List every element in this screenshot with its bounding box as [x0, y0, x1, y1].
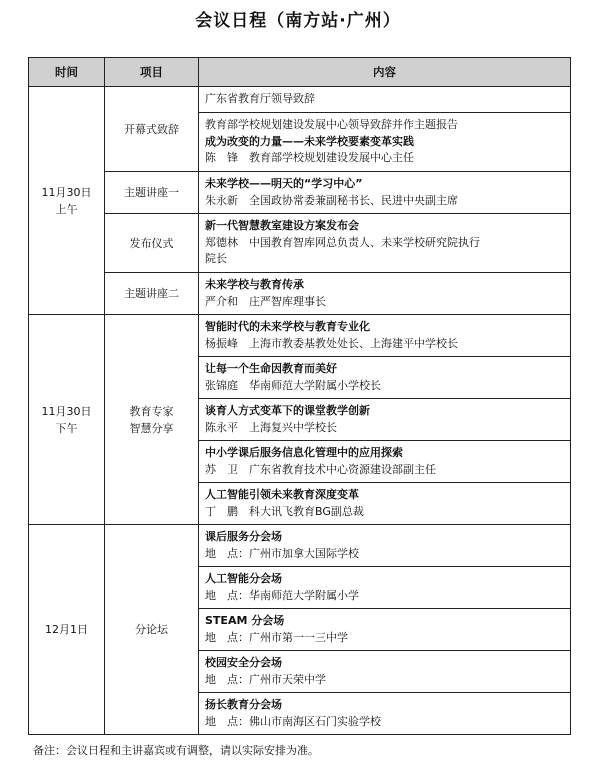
content-cell — [199, 87, 571, 113]
content-cell — [199, 483, 571, 525]
session-time-cell — [29, 315, 105, 525]
content-detail: 陈永平 上海复兴中学校长 — [205, 420, 337, 434]
session-date: 12月1日 — [45, 623, 88, 636]
item-label-cell — [105, 214, 199, 273]
content-detail: 地 点：广州市加拿大国际学校 — [205, 546, 359, 560]
item-label-cell — [105, 315, 199, 525]
content-detail: 地 点：佛山市南海区石门实验学校 — [205, 714, 381, 728]
content-topic: 校园安全分会场 — [205, 656, 282, 669]
content-cell — [199, 525, 571, 567]
content-detail: 地 点：华南师范大学附属小学 — [205, 588, 359, 602]
content-detail: 郑德林 中国教育智库网总负责人、未来学校研究院执行 — [205, 235, 480, 249]
session-date: 11月30日 — [41, 404, 92, 418]
content-topic: 扬长教育分会场 — [205, 698, 282, 711]
footnote: 备注：会议日程和主讲嘉宾或有调整，请以实际安排为准。 — [33, 744, 319, 757]
session-time-cell — [29, 525, 105, 735]
item-label-cell — [105, 525, 199, 735]
content-cell — [199, 567, 571, 609]
content-topic: 未来学校——明天的“学习中心” — [205, 177, 363, 190]
content-cell — [199, 172, 571, 214]
header-row — [29, 58, 571, 87]
content-detail: 张锦庭 华南师范大学附属小学校长 — [205, 378, 381, 392]
content-topic: 中小学课后服务信息化管理中的应用探索 — [205, 446, 403, 459]
content-cell — [199, 693, 571, 735]
content-detail: 教育部学校规划建设发展中心领导致辞并作主题报告 — [205, 118, 458, 132]
content-cell — [199, 441, 571, 483]
content-topic: 新一代智慧教室建设方案发布会 — [205, 219, 359, 233]
schedule-row — [29, 273, 571, 315]
content-topic: 人工智能分会场 — [205, 572, 282, 585]
content-detail: 广东省教育厅领导致辞 — [205, 92, 315, 106]
schedule-row — [29, 172, 571, 214]
content-detail: 院长 — [205, 252, 227, 266]
item-label-cell — [105, 172, 199, 214]
session-period: 下午 — [55, 421, 78, 435]
content-topic: 成为改变的力量——未来学校要素变革实践 — [205, 134, 414, 148]
header-content: 内容 — [199, 58, 571, 87]
content-cell — [199, 113, 571, 172]
content-topic: 未来学校与教育传承 — [205, 278, 304, 291]
item-label: 分论坛 — [135, 623, 168, 636]
content-topic: 谈育人方式变革下的课堂教学创新 — [205, 404, 370, 417]
item-label: 智慧分享 — [129, 421, 174, 435]
schedule-row — [29, 214, 571, 273]
content-cell — [199, 651, 571, 693]
content-topic: 让每一个生命因教育而美好 — [205, 362, 337, 375]
content-topic: 课后服务分会场 — [205, 530, 282, 543]
session-date: 11月30日 — [41, 185, 92, 199]
schedule-body — [29, 87, 571, 735]
content-cell — [199, 214, 571, 273]
content-cell — [199, 399, 571, 441]
header-item: 项目 — [105, 58, 199, 87]
content-cell — [199, 609, 571, 651]
content-topic: 人工智能引领未来教育深度变革 — [205, 488, 359, 501]
content-detail: 地 点：广州市第一一三中学 — [205, 630, 348, 644]
content-cell — [199, 273, 571, 315]
schedule-row — [29, 87, 571, 113]
header-time: 时间 — [29, 58, 105, 87]
item-label-cell — [105, 87, 199, 172]
content-detail: 苏 卫 广东省教育技术中心资源建设部副主任 — [205, 462, 436, 476]
session-period: 上午 — [55, 202, 78, 216]
page-title: 会议日程（南方站·广州） — [195, 11, 401, 31]
content-topic: STEAM 分会场 — [205, 614, 285, 627]
item-label-cell — [105, 273, 199, 315]
item-label: 主题讲座一 — [124, 186, 179, 199]
item-label: 发布仪式 — [129, 236, 174, 250]
content-detail: 地 点：广州市天荣中学 — [205, 672, 326, 686]
content-topic: 智能时代的未来学校与教育专业化 — [205, 320, 370, 333]
content-detail: 朱永新 全国政协常委兼副秘书长、民进中央副主席 — [205, 193, 458, 207]
content-cell — [199, 357, 571, 399]
item-label: 主题讲座二 — [124, 287, 179, 300]
schedule-table — [28, 57, 571, 735]
content-cell — [199, 315, 571, 357]
content-detail: 杨振峰 上海市教委基教处处长、上海建平中学校长 — [205, 336, 458, 350]
session-time-cell — [29, 87, 105, 315]
content-detail: 丁 鹏 科大讯飞教育BG副总裁 — [205, 504, 364, 518]
content-detail: 陈 锋 教育部学校规划建设发展中心主任 — [205, 151, 414, 165]
schedule-row — [29, 525, 571, 567]
schedule-row — [29, 315, 571, 357]
content-detail: 严介和 庄严智库理事长 — [205, 294, 326, 308]
item-label: 开幕式致辞 — [124, 122, 179, 136]
item-label: 教育专家 — [129, 404, 174, 418]
